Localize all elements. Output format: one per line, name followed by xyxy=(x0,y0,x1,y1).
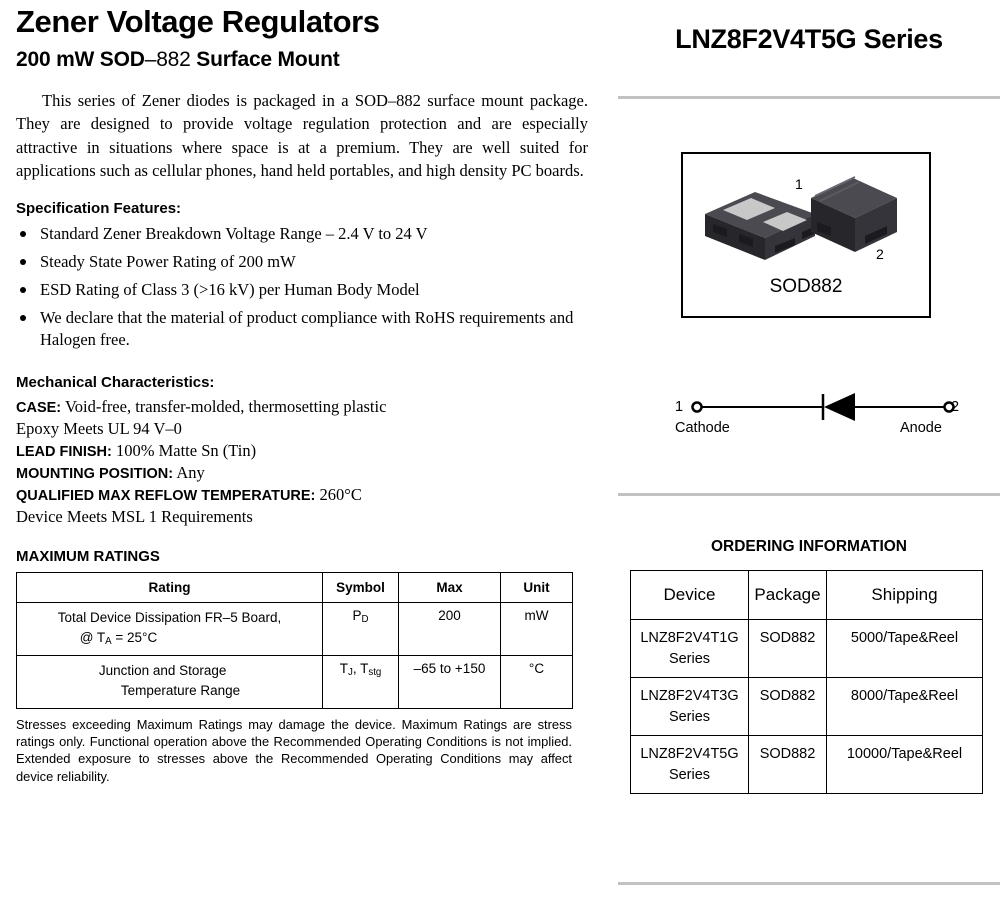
intro-paragraph: This series of Zener diodes is packaged in a SOD–882 surface mount package. They are designed to provide voltage regulation protection and are especially attractive in situations where space is at a premium. They are well suited for applications such as cellular phones, hand held portables, and high density PC boards. xyxy=(16,90,588,181)
page-title: Zener Voltage Regulators xyxy=(16,4,380,39)
rating-line2: Temperature Range xyxy=(120,683,241,699)
column-header-unit: Unit xyxy=(501,573,573,603)
mechanical-case-line xyxy=(16,396,588,418)
column-header-max: Max xyxy=(399,573,501,603)
package-pin-2-label: 2 xyxy=(876,246,884,262)
ordering-information-table xyxy=(630,570,983,794)
mounting-position-value: Any xyxy=(176,463,205,483)
cell-package: SOD882 xyxy=(749,620,827,678)
column-header-rating: Rating xyxy=(17,573,323,603)
symbol-pin-1-label: 1 xyxy=(675,399,684,415)
mechanical-case-line2: Epoxy Meets UL 94 V–0 xyxy=(16,419,182,439)
spec-features-heading: Specification Features: xyxy=(16,199,182,217)
max-ratings-footnote: Stresses exceeding Maximum Ratings may damage the device. Maximum Ratings are stress ratings only. Functional operation above the Recommended Operating Conditions is not implied. Extended exposure to stresses above the Recommended Operating Conditions may affect device reliability. xyxy=(16,717,572,784)
left-column xyxy=(16,0,588,785)
cell-max: –65 to +150 xyxy=(399,656,501,709)
cell-shipping: 10000/Tape&Reel xyxy=(827,736,983,794)
spec-features-list xyxy=(16,217,588,352)
cell-rating xyxy=(17,656,323,709)
cell-shipping: 5000/Tape&Reel xyxy=(827,620,983,678)
cell-unit: °C xyxy=(501,656,573,709)
cell-package: SOD882 xyxy=(749,678,827,736)
case-value: Void-free, transfer-molded, thermosetting plastic xyxy=(64,397,387,417)
cell-shipping: 8000/Tape&Reel xyxy=(827,678,983,736)
ordering-information-heading: ORDERING INFORMATION xyxy=(710,538,908,555)
subtitle-part-b: –882 xyxy=(144,47,191,71)
cell-max: 200 xyxy=(399,603,501,656)
mechanical-reflow-line xyxy=(16,484,588,506)
column-header-symbol: Symbol xyxy=(323,573,399,603)
cell-rating xyxy=(17,603,323,656)
cell-device: LNZ8F2V4T5G Series xyxy=(631,736,749,794)
page-subtitle xyxy=(16,39,588,72)
anode-label: Anode xyxy=(900,420,942,436)
lead-finish-label: LEAD FINISH: xyxy=(16,444,112,460)
mechanical-heading: Mechanical Characteristics: xyxy=(16,374,215,392)
package-name-label: SOD882 xyxy=(769,276,843,297)
series-title: LNZ8F2V4T5G Series xyxy=(675,24,943,54)
subtitle-part-a: 200 mW SOD xyxy=(16,47,145,71)
list-item: ESD Rating of Class 3 (>16 kV) per Human Body Model xyxy=(16,279,588,301)
lead-finish-value: 100% Matte Sn (Tin) xyxy=(115,441,257,460)
cell-symbol: $P_D$ xyxy=(323,603,399,656)
table-row xyxy=(17,603,573,656)
cell-unit: mW xyxy=(501,603,573,656)
right-column xyxy=(618,0,1000,784)
sod882-package-drawing xyxy=(683,156,929,278)
table-row xyxy=(17,656,573,709)
table-header-row xyxy=(631,571,983,620)
table-row xyxy=(631,736,983,794)
package-illustration-box xyxy=(681,152,931,318)
divider-middle xyxy=(618,493,1000,496)
table-row xyxy=(631,678,983,736)
mechanical-lead-line xyxy=(16,440,588,462)
mechanical-msl-line: Device Meets MSL 1 Requirements xyxy=(16,507,253,527)
list-item: We declare that the material of product compliance with RoHS requirements and Halogen free. xyxy=(16,307,588,352)
list-item: Steady State Power Rating of 200 mW xyxy=(16,251,588,273)
cathode-label: Cathode xyxy=(675,420,730,436)
mounting-position-label: MOUNTING POSITION: xyxy=(16,466,174,483)
cell-package: SOD882 xyxy=(749,736,827,794)
divider-bottom xyxy=(618,882,1000,885)
package-pin-1-label: 1 xyxy=(795,176,803,192)
rating-line2: @ $T_A = 25^\circ C$ xyxy=(79,630,158,648)
subtitle-part-c: Surface Mount xyxy=(190,47,340,71)
column-header-shipping: Shipping xyxy=(827,571,983,620)
mechanical-mount-line xyxy=(16,462,588,484)
max-ratings-table xyxy=(16,572,573,709)
table-row xyxy=(631,620,983,678)
max-ratings-heading: MAXIMUM RATINGS xyxy=(16,548,160,566)
package-body-right xyxy=(811,177,897,252)
mechanical-block xyxy=(16,391,588,528)
column-header-package: Package xyxy=(749,571,827,620)
table-header-row xyxy=(17,573,573,603)
cell-symbol: $T_J$, $T_{stg}$ xyxy=(323,656,399,709)
list-item: Standard Zener Breakdown Voltage Range – 2.4 V to 24 V xyxy=(16,223,588,245)
divider-top xyxy=(618,96,1000,99)
symbol-pin-2-label: 2 xyxy=(951,399,960,415)
cell-device: LNZ8F2V4T1G Series xyxy=(631,620,749,678)
reflow-temp-label: QUALIFIED MAX REFLOW TEMPERATURE: xyxy=(16,488,316,505)
diode-symbol-diagram xyxy=(673,392,973,452)
rating-line1: Total Device Dissipation FR–5 Board, xyxy=(57,610,282,626)
rating-line1: Junction and Storage xyxy=(98,663,227,679)
cell-device: LNZ8F2V4T3G Series xyxy=(631,678,749,736)
reflow-temp-value: 260°C xyxy=(319,485,362,505)
case-label: CASE: xyxy=(16,400,62,417)
column-header-device: Device xyxy=(631,571,749,620)
package-body-left xyxy=(705,192,815,260)
diode-symbol-icon xyxy=(673,392,973,422)
